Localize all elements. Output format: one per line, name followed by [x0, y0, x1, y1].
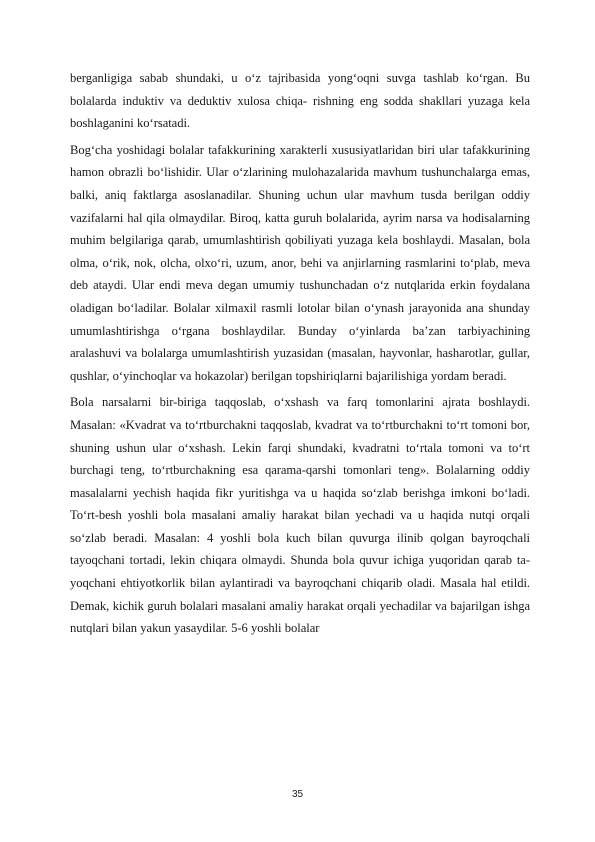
paragraph-intro: berganligiga sabab shundaki, u o‘z tajribasida yong‘oqni suvga tashlab ko‘rgan. Bu bolalarda induktiv va deduktiv xulosa chiqa- rishning eng sodda shakllari yuzaga kela boshlaganini ko‘rsatadi.	[70, 71, 530, 131]
document-page	[70, 67, 530, 644]
paragraph-imaginative-thinking: Bog‘cha yoshidagi bolalar tafakkurining xarakterli xususiyatlaridan biri ular tafakkurining hamon obrazli bo‘lishidir. Ular o‘zlarining mulohazalarida mavhum tushunchalarga emas, balki, aniq faktlarga asoslanadilar. Shuning uchun ular mavhum tusda berilgan oddiy vazifalarni hal qila olmaydilar. Biroq, katta guruh bolalarida, ayrim narsa va hodisalarning muhim belgilariga qarab, umumlashtirish qobiliyati yuzaga kela boshlaydi. Masalan, bola olma, o‘rik, nok, olcha, olxo‘ri, uzum, anor, behi va anjirlarning rasmlarini to‘plab, meva deb ataydi. Ular endi meva degan umumiy tushunchadan o‘z nutqlarida erkin foydalana oladigan bo‘ladilar. Bolalar xilmaxil rasmli lotolar bilan o‘ynash jarayonida ana shunday umumlashtirishga o‘rgana boshlaydilar. Bunday o‘yinlarda ba’zan tarbiyachining aralashuvi va bolalarga umumlashtirish yuzasidan (masalan, hayvonlar, hasharotlar, gullar, qushlar, o‘yinchoqlar va hokazolar) berilgan topshiriqlarni bajarilishiga yordam beradi.	[70, 142, 530, 383]
page-number: 35	[291, 789, 304, 800]
paragraph-comparison: Bola narsalarni bir-biriga taqqoslab, o‘xshash va farq tomonlarini ajrata boshlaydi. Masalan: «Kvadrat va to‘rtburchakni taqqoslab, kvadrat va to‘rtburchakni to‘rt tomoni bor, shuning ushun ular o‘xshash. Lekin farqi shundaki, kvadratni to‘rtala tomoni va to‘rt burchagi teng, to‘rtburchakning esa qarama-qarshi tomonlari teng». Bolalarning oddiy masalalarni yechish haqida fikr yuritishga va u haqida so‘zlab berishga imkoni bo‘ladi. To‘rt-besh yoshli bola masalani amaliy harakat bilan yechadi va u haqida nutqi orqali so‘zlab beradi. Masalan: 4 yoshli bola kuch bilan quvurga ilinib qolgan bayroqchali tayoqchani tortadi, lekin chiqara olmaydi. Shunda bola quvur ichiga yuqoridan qarab ta- yoqchani ehtiyotkorlik bilan aylantiradi va bayroqchani chiqarib oladi. Masala hal etildi. Demak, kichik guruh bolalari masalani amaliy harakat orqali yechadilar va bajarilgan ishga nutqlari bilan yakun yasaydilar. 5-6 yoshli bolalar	[70, 395, 530, 636]
